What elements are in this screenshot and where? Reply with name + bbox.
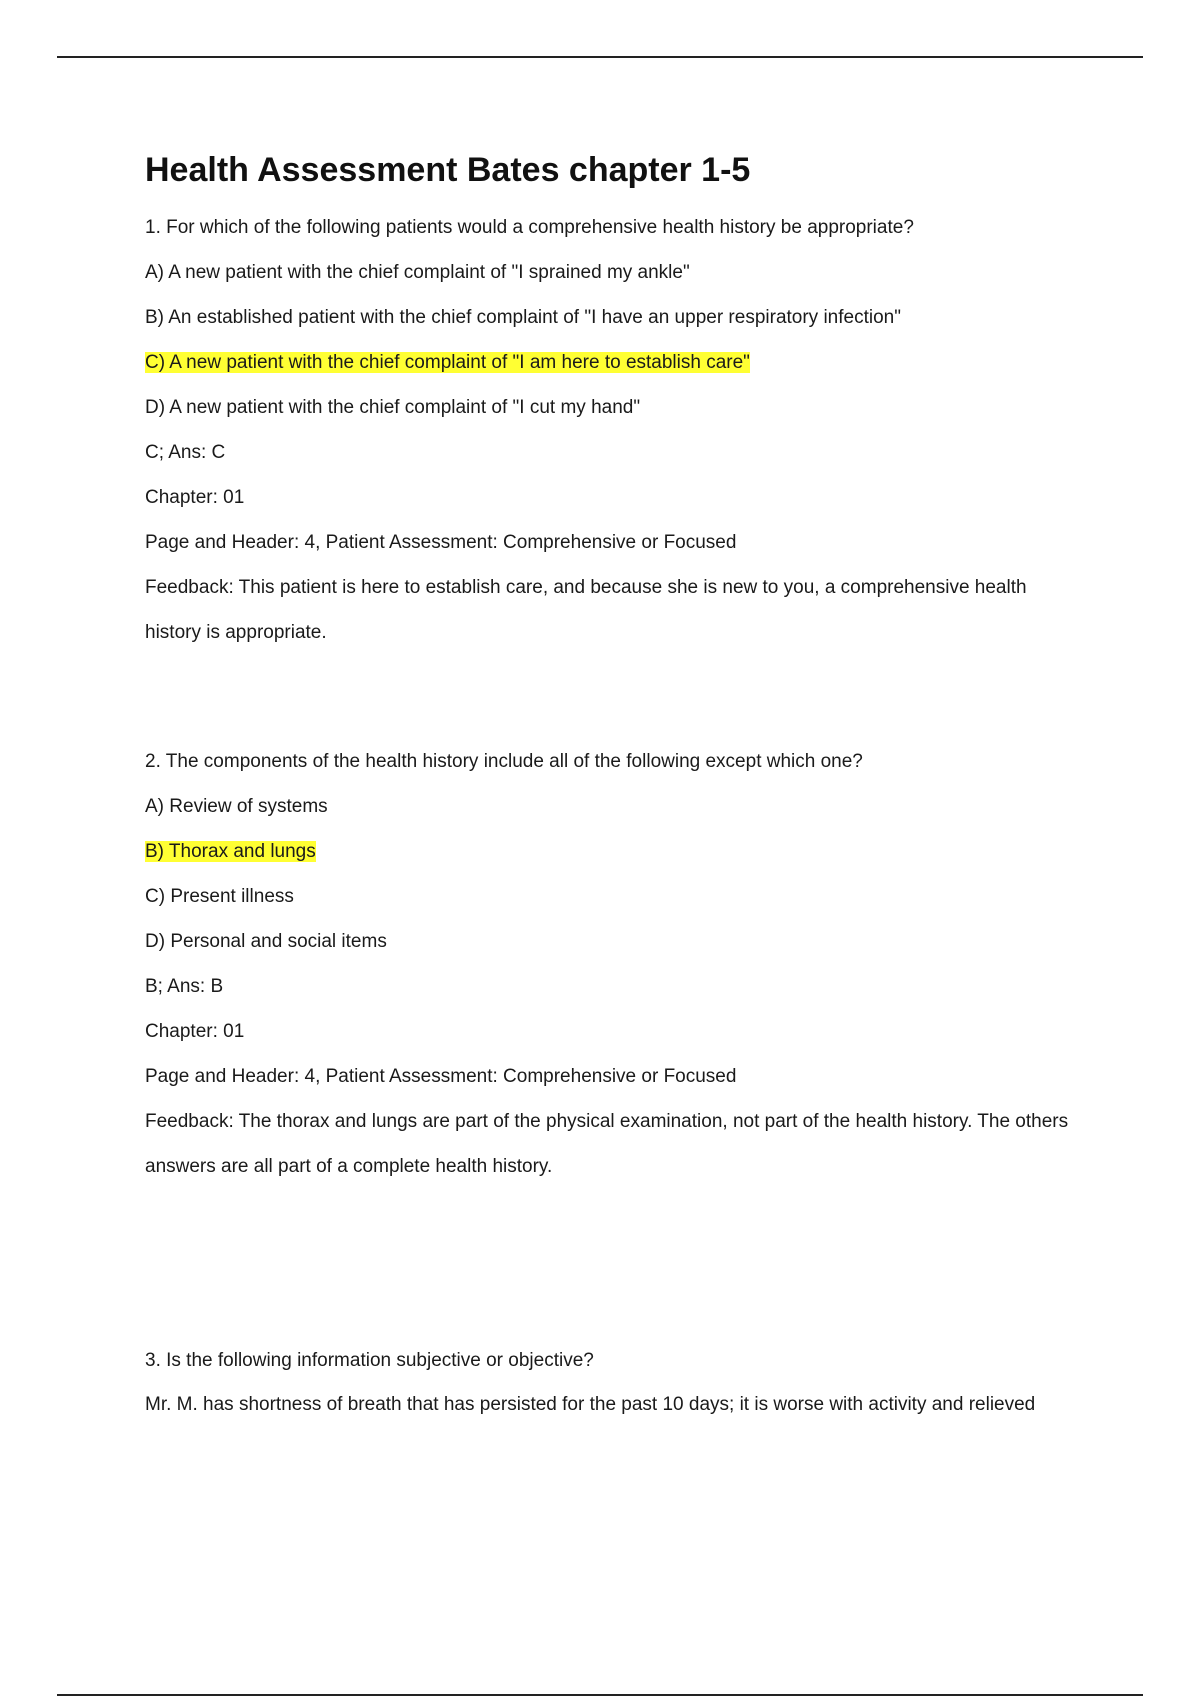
question-body: Mr. M. has shortness of breath that has persisted for the past 10 days; it is worse with activity and relieved	[145, 1394, 1036, 1415]
question-1	[145, 216, 1085, 655]
option-text: D) A new patient with the chief complaint of "I cut my hand"	[145, 397, 641, 418]
document-title: Health Assessment Bates chapter 1-5	[145, 151, 751, 189]
document-body	[145, 148, 1085, 1420]
option-text: A) A new patient with the chief complaint of "I sprained my ankle"	[145, 262, 690, 283]
spacer	[145, 1189, 1085, 1349]
page-header-line: Page and Header: 4, Patient Assessment: Comprehensive or Focused	[145, 1066, 737, 1087]
chapter-line: Chapter: 01	[145, 1021, 245, 1042]
spacer	[145, 655, 1085, 750]
highlighted-answer: C) A new patient with the chief complaint of "I am here to establish care"	[145, 352, 750, 373]
bottom-rule	[57, 1694, 1143, 1696]
option-a	[145, 795, 1085, 819]
question-stem: 1. For which of the following patients would a comprehensive health history be appropriate?	[145, 217, 914, 238]
option-c-correct	[145, 351, 1085, 375]
option-text: B) An established patient with the chief complaint of "I have an upper respiratory infection"	[145, 307, 901, 328]
answer-line: B; Ans: B	[145, 976, 224, 997]
answer-line: C; Ans: C	[145, 442, 226, 463]
highlighted-answer: B) Thorax and lungs	[145, 841, 316, 862]
option-a	[145, 261, 1085, 285]
top-rule	[57, 56, 1143, 58]
chapter-line: Chapter: 01	[145, 487, 245, 508]
question-2	[145, 750, 1085, 1189]
option-d	[145, 396, 1085, 420]
feedback-line: Feedback: This patient is here to establish care, and because she is new to you, a comprehensive health history is appropriate.	[145, 577, 1027, 643]
question-3	[145, 1349, 1085, 1420]
question-stem: 2. The components of the health history include all of the following except which one?	[145, 751, 863, 772]
feedback-line: Feedback: The thorax and lungs are part of the physical examination, not part of the health history. The others answers are all part of a complete health history.	[145, 1111, 1069, 1177]
page-header-line: Page and Header: 4, Patient Assessment: Comprehensive or Focused	[145, 532, 737, 553]
option-c	[145, 885, 1085, 909]
option-text: D) Personal and social items	[145, 931, 387, 952]
option-d	[145, 930, 1085, 954]
option-text: A) Review of systems	[145, 796, 328, 817]
option-b	[145, 306, 1085, 330]
option-b-correct	[145, 840, 1085, 864]
option-text: C) Present illness	[145, 886, 294, 907]
question-stem: 3. Is the following information subjective or objective?	[145, 1350, 594, 1371]
